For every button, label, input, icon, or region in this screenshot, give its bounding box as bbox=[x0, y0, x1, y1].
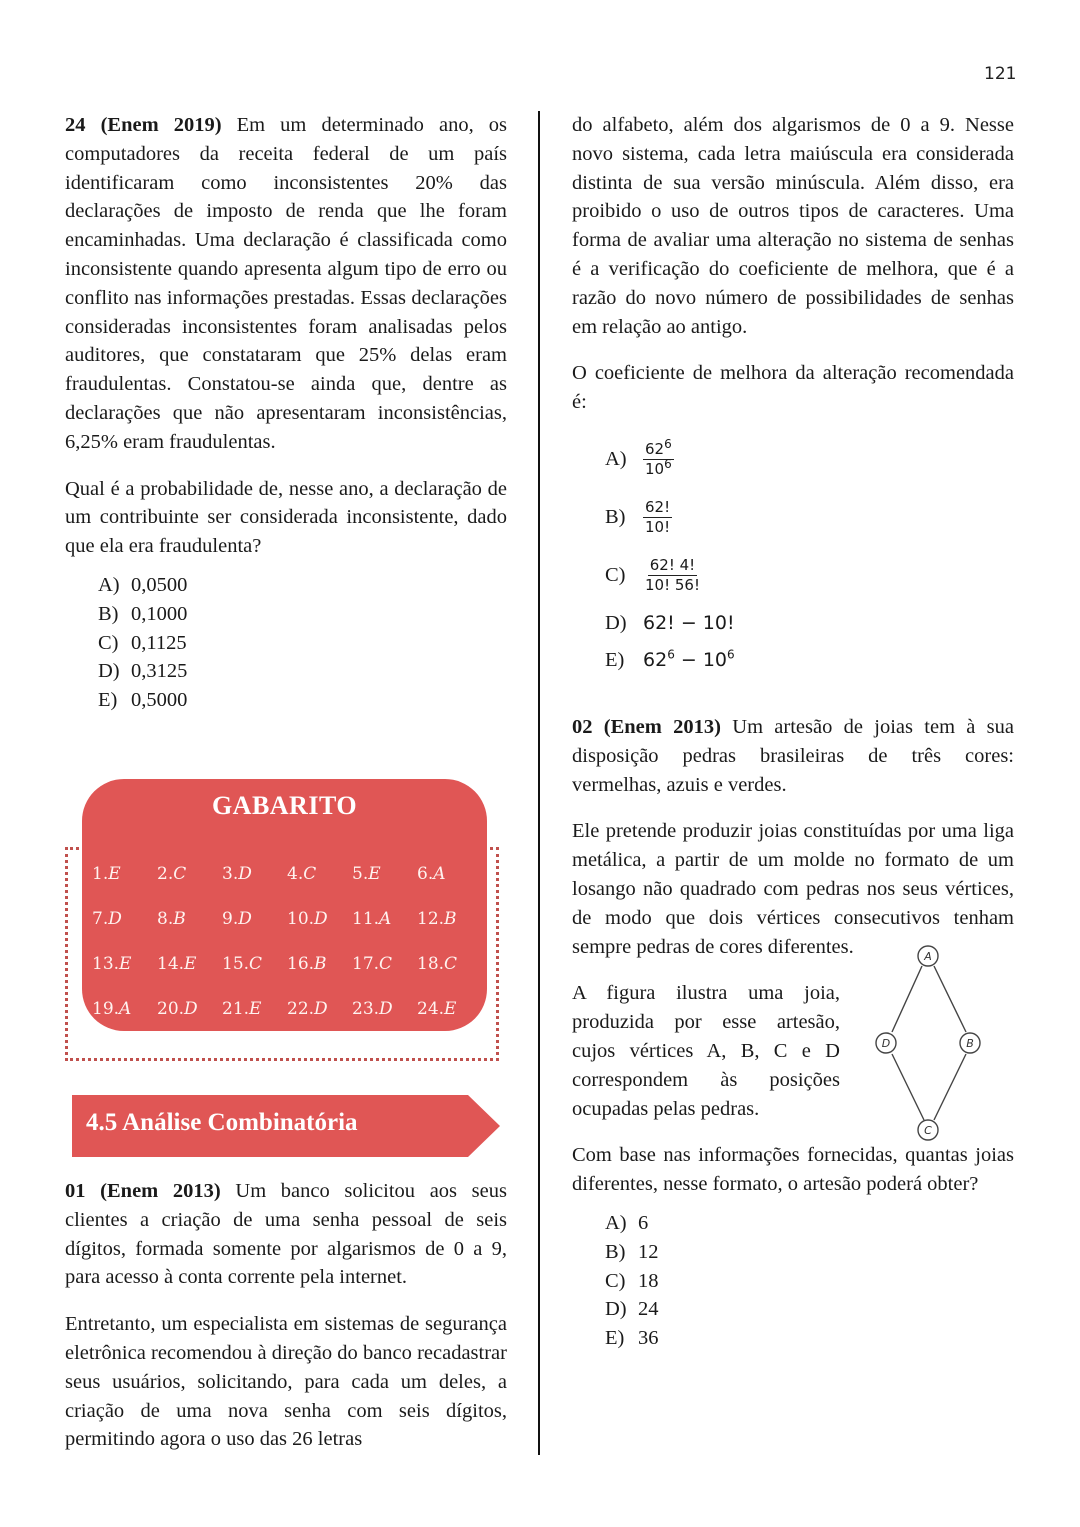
section-banner bbox=[72, 1095, 500, 1157]
svg-text:A: A bbox=[924, 950, 932, 963]
option-e: E) $62^6 - 10^6$ bbox=[605, 648, 735, 672]
answer-key-cell: 14.E bbox=[157, 953, 197, 974]
answer-key-cell: 10.D bbox=[287, 908, 328, 929]
question-01-heading: 01 (Enem 2013) bbox=[65, 1180, 221, 1202]
fraction: $\frac{62!}{10!}$ bbox=[645, 498, 671, 537]
answer-key-cell: 21.E bbox=[222, 998, 262, 1019]
answer-key-cell: 16.B bbox=[287, 953, 327, 974]
option-d: D) 0,3125 bbox=[98, 660, 188, 683]
svg-text:D: D bbox=[881, 1037, 891, 1050]
question-24-options bbox=[65, 571, 507, 715]
rhombus-figure bbox=[868, 942, 988, 1146]
option-c: C) 0,1125 bbox=[98, 631, 187, 654]
option-b: B) $\frac{62!}{10!}$ bbox=[605, 498, 671, 537]
question-01-paragraph-2: Entretanto, um especialista em sistemas de segurança eletrônica recomendou à direção do banco recadastrar seus usuários, solicitando, para cada um deles, a criação de uma nova senha com seis dígitos, permitindo agora o uso das 26 letras bbox=[65, 1313, 507, 1451]
answer-key-cell: 17.C bbox=[352, 953, 393, 974]
option-c: C) 18 bbox=[605, 1269, 659, 1292]
fraction: $\frac{62! 4!}{10! 56!}$ bbox=[645, 556, 700, 595]
left-column bbox=[65, 111, 507, 715]
answer-key-title: GABARITO bbox=[211, 791, 358, 820]
option-c: C) $\frac{62! 4!}{10! 56!}$ bbox=[605, 556, 700, 595]
answer-key-cell: 13.E bbox=[92, 953, 132, 974]
answer-key-cell: 6.A bbox=[417, 863, 446, 884]
fraction: $\frac{62^6}{10^6}$ bbox=[645, 437, 672, 479]
svg-text:C: C bbox=[924, 1124, 932, 1137]
option-e: E) 36 bbox=[605, 1327, 659, 1350]
option-a: A) $\frac{62^6}{10^6}$ bbox=[605, 437, 672, 479]
answer-key-cell: 22.D bbox=[287, 998, 328, 1019]
option-a: A) 6 bbox=[605, 1211, 649, 1234]
option-a: A) 0,0500 bbox=[98, 573, 188, 596]
option-b: B) 12 bbox=[605, 1240, 659, 1263]
answer-key-row bbox=[92, 941, 482, 986]
answer-key-cell: 11.A bbox=[352, 908, 392, 929]
answer-key-grid bbox=[92, 851, 482, 1031]
question-01-paragraph-2-continued: do alfabeto, além dos algarismos de 0 a 9. Nesse novo sistema, cada letra maiúscula era considerada distinta de sua versão minúscula. Além disso, era proibido o uso de outros tipos de caracteres. Uma forma de avaliar uma alteração no sistema de senhas é a verificação do coeficiente de melhora, que é a razão do novo número de possibilidades de senhas em relação ao antigo. bbox=[572, 114, 1014, 338]
answer-key-row bbox=[92, 851, 482, 896]
question-01-text: 01 (Enem 2013) Um banco solicitou aos seus clientes a criação de uma senha pessoal de seis dígitos, formada somente por algarismos de 0 a 9, para acesso à conta corrente pela internet. bbox=[65, 1180, 507, 1289]
answer-key-cell: 20.D bbox=[157, 998, 198, 1019]
answer-key-cell: 24.E bbox=[417, 998, 457, 1019]
answer-key-row bbox=[92, 986, 482, 1031]
option-b: B) 0,1000 bbox=[98, 602, 188, 625]
option-e: E) 0,5000 bbox=[98, 689, 188, 712]
page-number: 121 bbox=[984, 64, 1017, 84]
answer-key bbox=[65, 779, 503, 1064]
question-02-prompt: Com base nas informações fornecidas, quantas joias diferentes, nesse formato, o artesão poderá obter? bbox=[572, 1144, 1014, 1196]
column-divider bbox=[538, 111, 540, 1455]
question-01-prompt: O coeficiente de melhora da alteração recomendada é: bbox=[572, 362, 1014, 414]
question-02-paragraph-3: A figura ilustra uma joia, produzida por esse artesão, cujos vértices A, B, C e D correspondem às posições ocupadas pelas pedras. bbox=[572, 982, 840, 1120]
question-24-text: 24 (Enem 2019) Em um determinado ano, os computadores da receita federal de um país identificaram como inconsistentes 20% das declarações de imposto de renda que lhe foram encaminhadas. Uma declaração é classificada como inconsistente quando apresenta algum tipo de erro ou conflito nas informações prestadas. Essas declarações consideradas inconsistentes foram analisadas pelos auditores, que constataram que 25% delas eram fraudulentas. Constatou-se ainda que, dentre as declarações que não apresentaram inconsistências, 6,25% eram fraudulentas. bbox=[65, 114, 508, 453]
option-d: D) 24 bbox=[605, 1298, 659, 1321]
question-02-paragraph-2: Ele pretende produzir joias constituídas por uma liga metálica, a partir de um molde no formato de um losango não quadrado com pedras nos seus vértices, de modo que dois vértices consecutivos tenham sempre pedras de cores diferentes. bbox=[572, 820, 1014, 958]
question-01-left bbox=[65, 1177, 507, 1454]
answer-key-row bbox=[92, 896, 482, 941]
question-01-options bbox=[572, 431, 1014, 679]
svg-text:B: B bbox=[966, 1037, 974, 1050]
question-24-prompt: Qual é a probabilidade de, nesse ano, a declaração de um contribuinte ser considerada inconsistente, dado que ela era fraudulenta? bbox=[65, 477, 507, 558]
answer-key-cell: 3.D bbox=[222, 863, 252, 884]
answer-key-cell: 18.C bbox=[417, 953, 458, 974]
answer-key-cell: 5.E bbox=[352, 863, 381, 884]
answer-key-cell: 7.D bbox=[92, 908, 122, 929]
answer-key-cell: 12.B bbox=[417, 908, 457, 929]
option-d: D) 62! − 10! bbox=[605, 611, 735, 635]
answer-key-cell: 4.C bbox=[287, 863, 317, 884]
question-02-options bbox=[572, 1209, 1014, 1353]
question-02-text: 02 (Enem 2013) Um artesão de joias tem à sua disposição pedras brasileiras de três cores: vermelhas, azuis e verdes. bbox=[572, 715, 1015, 796]
answer-key-cell: 8.B bbox=[157, 908, 186, 929]
answer-key-cell: 15.C bbox=[222, 953, 263, 974]
question-02-heading: 02 (Enem 2013) bbox=[572, 715, 721, 738]
section-title: 4.5 Análise Combinatória bbox=[86, 1109, 358, 1136]
answer-key-cell: 19.A bbox=[92, 998, 132, 1019]
question-24-heading: 24 (Enem 2019) bbox=[65, 114, 222, 136]
answer-key-cell: 9.D bbox=[222, 908, 252, 929]
answer-key-cell: 1.E bbox=[92, 863, 121, 884]
right-column bbox=[572, 111, 1014, 1353]
answer-key-cell: 2.C bbox=[157, 863, 187, 884]
answer-key-box bbox=[82, 779, 487, 1031]
answer-key-cell: 23.D bbox=[352, 998, 393, 1019]
